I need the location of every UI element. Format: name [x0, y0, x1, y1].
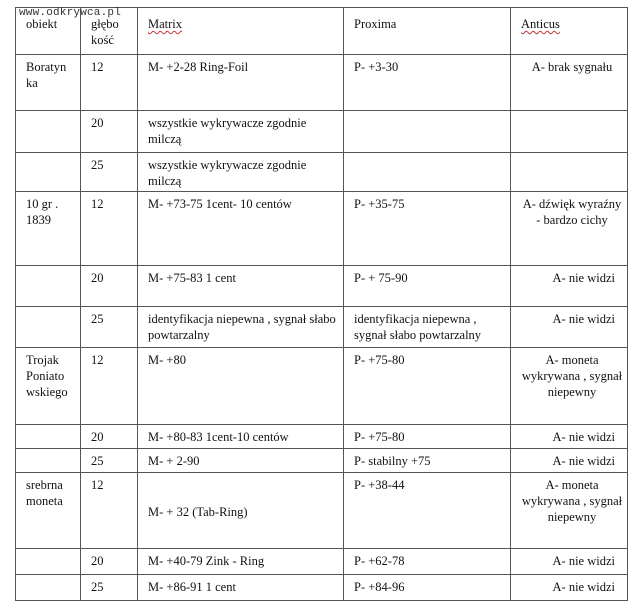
cell-proxima: identyfikacja niepewna , sygnał słabo powtarzalny: [344, 307, 511, 348]
table-row: [16, 549, 628, 575]
cell-obiekt: [16, 153, 81, 192]
cell-anticus: A- dźwięk wyraźny - bardzo cichy: [511, 192, 628, 266]
cell-matrix: identyfikacja niepewna , sygnał słabo powtarzalny: [138, 307, 344, 348]
cell-glebokosc: 20: [81, 549, 138, 575]
table-row: [16, 153, 628, 192]
table-row: [16, 473, 628, 549]
cell-obiekt: [16, 575, 81, 601]
cell-obiekt: 10 gr . 1839: [16, 192, 81, 266]
cell-matrix: wszystkie wykrywacze zgodnie milczą: [138, 153, 344, 192]
cell-glebokosc: 25: [81, 449, 138, 473]
cell-matrix: M- +80-83 1cent-10 centów: [138, 425, 344, 449]
cell-obiekt: [16, 549, 81, 575]
cell-obiekt: srebrna moneta: [16, 473, 81, 549]
cell-glebokosc: 12: [81, 192, 138, 266]
table-row: [16, 307, 628, 348]
cell-matrix: M- + 2-90: [138, 449, 344, 473]
cell-matrix: M- +86-91 1 cent: [138, 575, 344, 601]
table-row: [16, 449, 628, 473]
cell-anticus: A- moneta wykrywana , sygnał niepewny: [511, 473, 628, 549]
cell-glebokosc: 12: [81, 55, 138, 111]
comparison-table: [15, 7, 628, 601]
cell-obiekt: [16, 307, 81, 348]
cell-matrix: M- +73-75 1cent- 10 centów: [138, 192, 344, 266]
cell-matrix: M- +75-83 1 cent: [138, 266, 344, 307]
cell-glebokosc: 25: [81, 153, 138, 192]
cell-proxima: P- +84-96: [344, 575, 511, 601]
cell-proxima: P- +3-30: [344, 55, 511, 111]
cell-anticus: A- nie widzi: [511, 266, 628, 307]
cell-proxima: P- +75-80: [344, 348, 511, 425]
cell-matrix: wszystkie wykrywacze zgodnie milczą: [138, 111, 344, 153]
cell-proxima: P- stabilny +75: [344, 449, 511, 473]
cell-obiekt: [16, 266, 81, 307]
cell-proxima: P- +62-78: [344, 549, 511, 575]
cell-proxima: P- +35-75: [344, 192, 511, 266]
cell-matrix: M- +80: [138, 348, 344, 425]
header-proxima: Proxima: [344, 8, 511, 55]
header-obiekt: obiekt: [16, 8, 81, 55]
watermark-text: www.odkrywca.pl: [19, 7, 122, 19]
cell-glebokosc: 25: [81, 575, 138, 601]
cell-obiekt: [16, 111, 81, 153]
cell-matrix: M- + 32 (Tab-Ring): [138, 473, 344, 549]
cell-matrix: M- +2-28 Ring-Foil: [138, 55, 344, 111]
cell-anticus: A- nie widzi: [511, 449, 628, 473]
table-row: [16, 425, 628, 449]
cell-anticus: A- moneta wykrywana , sygnał niepewny: [511, 348, 628, 425]
cell-glebokosc: 20: [81, 111, 138, 153]
cell-glebokosc: 20: [81, 266, 138, 307]
header-matrix: Matrix: [138, 8, 344, 55]
cell-proxima: P- +75-80: [344, 425, 511, 449]
cell-anticus: [511, 153, 628, 192]
cell-anticus: A- nie widzi: [511, 425, 628, 449]
cell-anticus: [511, 111, 628, 153]
cell-obiekt: [16, 449, 81, 473]
table-row: [16, 348, 628, 425]
cell-obiekt: Trojak Poniato wskiego: [16, 348, 81, 425]
cell-anticus: A- brak sygnału: [511, 55, 628, 111]
table-row: [16, 575, 628, 601]
cell-proxima: [344, 111, 511, 153]
cell-obiekt: [16, 425, 81, 449]
cell-anticus: A- nie widzi: [511, 549, 628, 575]
cell-proxima: P- +38-44: [344, 473, 511, 549]
cell-glebokosc: 20: [81, 425, 138, 449]
cell-proxima: [344, 153, 511, 192]
cell-obiekt: Boratyn ka: [16, 55, 81, 111]
table-row: [16, 266, 628, 307]
cell-proxima: P- + 75-90: [344, 266, 511, 307]
cell-anticus: A- nie widzi: [511, 575, 628, 601]
header-glebokosc: głębo kość: [81, 8, 138, 55]
table-row: [16, 192, 628, 266]
header-anticus: Anticus: [511, 8, 628, 55]
table-row: [16, 111, 628, 153]
cell-glebokosc: 25: [81, 307, 138, 348]
cell-anticus: A- nie widzi: [511, 307, 628, 348]
cell-glebokosc: 12: [81, 348, 138, 425]
cell-glebokosc: 12: [81, 473, 138, 549]
cell-matrix: M- +40-79 Zink - Ring: [138, 549, 344, 575]
table-row: [16, 55, 628, 111]
